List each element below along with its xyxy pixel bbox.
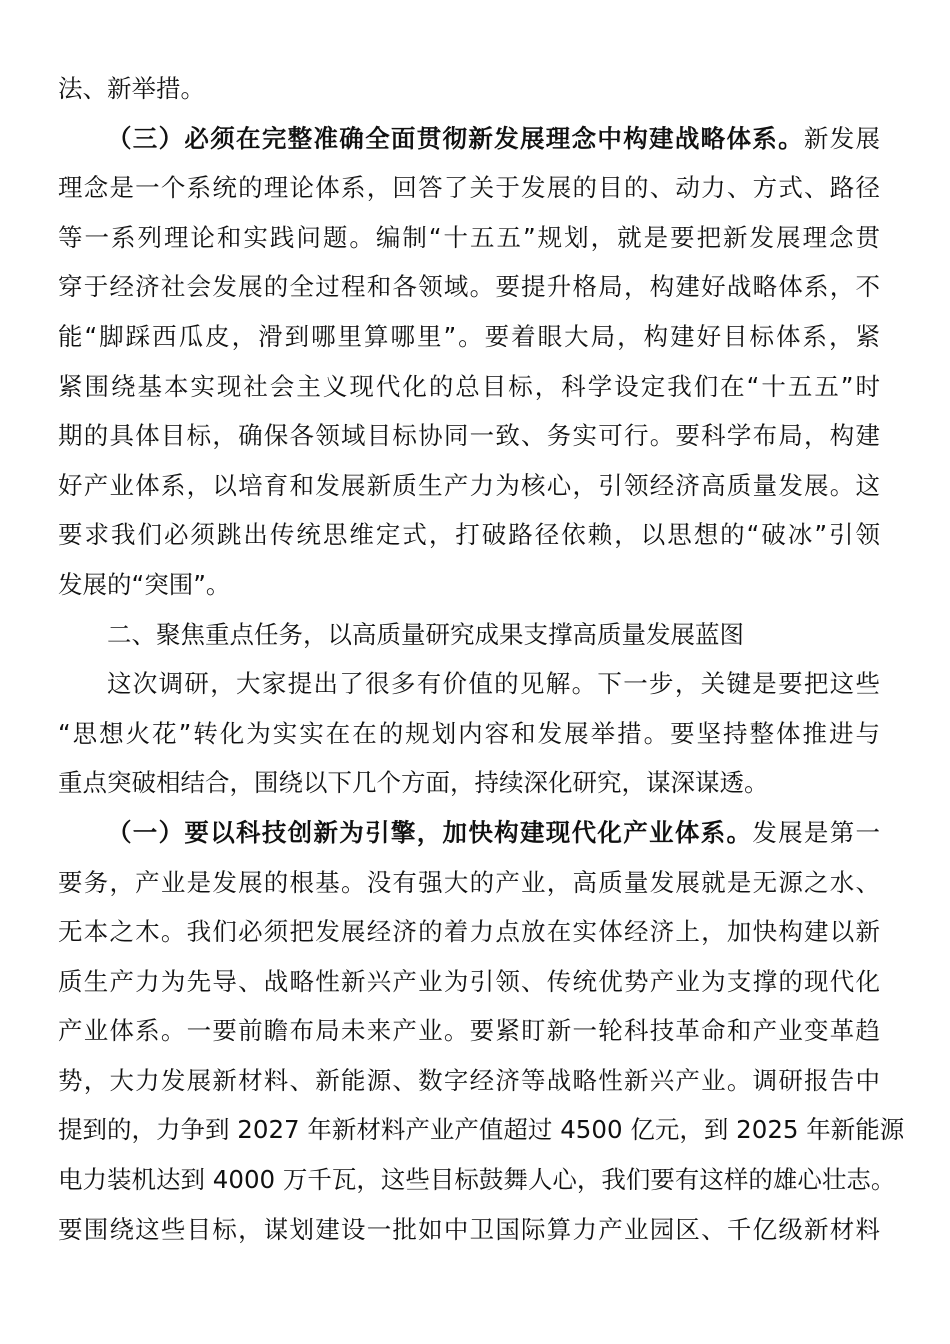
text-line: 能“脚踩西瓜皮，滑到哪里算哪里”。要着眼大局，构建好目标体系，紧 (58, 321, 880, 351)
text-line: 重点突破相结合，围绕以下几个方面，持续深化研究，谋深谋透。 (58, 768, 769, 798)
document-page (58, 64, 905, 1254)
text-line: 等一系列理论和实践问题。编制“十五五”规划，就是要把新发展理念贯 (58, 222, 880, 252)
text-line: 产业体系。一要前瞻布局未来产业。要紧盯新一轮科技革命和产业变革趋 (58, 1016, 880, 1046)
text-line (58, 808, 880, 858)
text-line: 无本之木。我们必须把发展经济的着力点放在实体经济上，加快构建以新 (58, 917, 880, 947)
text-line: 电力装机达到 4000 万千瓦，这些目标鼓舞人心，我们要有这样的雄心壮志。 (58, 1165, 896, 1195)
text-line: 要围绕这些目标，谋划建设一批如中卫国际算力产业园区、千亿级新材料 (58, 1214, 880, 1244)
text-line: 穿于经济社会发展的全过程和各领域。要提升格局，构建好战略体系，不 (58, 272, 880, 302)
text-fragment: 发展是第一 (752, 817, 881, 847)
text-line: “思想火花”转化为实实在在的规划内容和发展举措。要坚持整体推进与 (58, 718, 880, 748)
text-line: 提到的，力争到 2027 年新材料产业产值超过 4500 亿元，到 2025 年新能源 (58, 1115, 905, 1145)
section-heading: （一）要以科技创新为引擎，加快构建现代化产业体系。 (107, 817, 753, 847)
text-line: 理念是一个系统的理论体系，回答了关于发展的目的、动力、方式、路径 (58, 173, 880, 203)
text-line: 期的具体目标，确保各领域目标协同一致、务实可行。要科学布局，构建 (58, 421, 880, 451)
text-line: 法、新举措。 (58, 74, 205, 103)
section-heading: （三）必须在完整准确全面贯彻新发展理念中构建战略体系。 (107, 123, 804, 153)
text-line: 势，大力发展新材料、新能源、数字经济等战略性新兴产业。调研报告中 (58, 1065, 880, 1095)
text-line (58, 114, 880, 164)
text-line: 质生产力为先导、战略性新兴产业为引领、传统优势产业为支撑的现代化 (58, 966, 880, 996)
text-line: 紧围绕基本实现社会主义现代化的总目标，科学设定我们在“十五五”时 (58, 371, 880, 401)
text-fragment: 新发展 (803, 123, 881, 153)
text-line: 这次调研，大家提出了很多有价值的见解。下一步，关键是要把这些 (107, 669, 880, 699)
text-line: 发展的“突围”。 (58, 569, 231, 599)
text-line: 要求我们必须跳出传统思维定式，打破路径依赖，以思想的“破冰”引领 (58, 520, 880, 550)
text-line: 好产业体系，以培育和发展新质生产力为核心，引领经济高质量发展。这 (58, 470, 880, 500)
section-title: 二、聚焦重点任务，以高质量研究成果支撑高质量发展蓝图 (107, 619, 744, 649)
text-line: 要务，产业是发展的根基。没有强大的产业，高质量发展就是无源之水、 (58, 867, 880, 897)
